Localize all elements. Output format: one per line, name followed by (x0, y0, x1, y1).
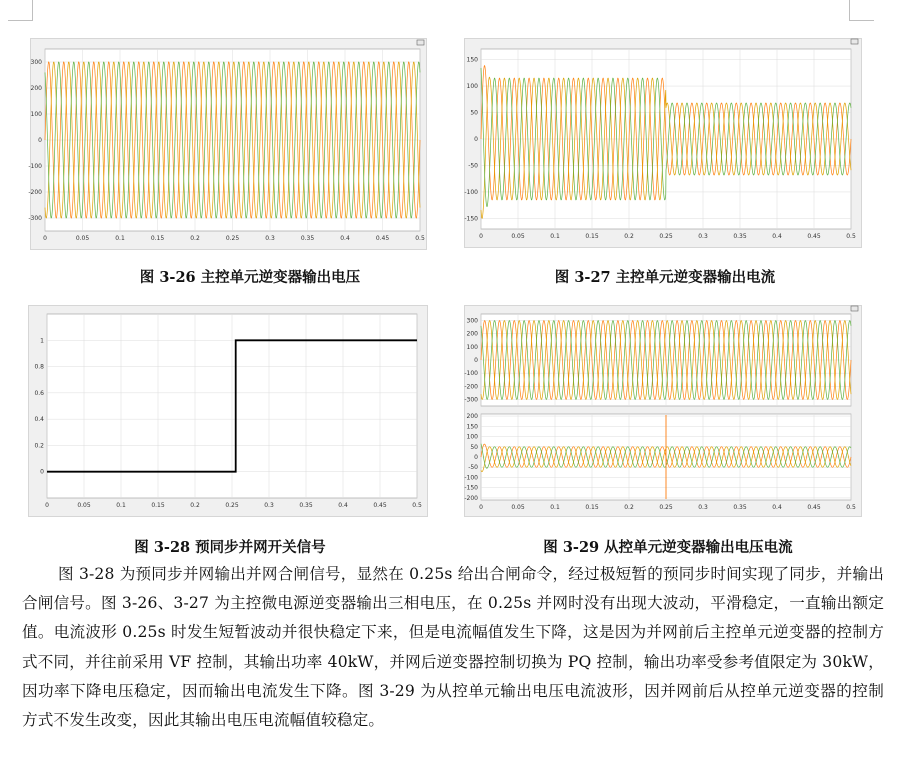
y-tick-label: 100 (466, 343, 478, 351)
x-tick-label: 0.45 (807, 504, 821, 511)
y-tick-label: -200 (28, 189, 42, 196)
y-tick-label: 0 (474, 136, 478, 143)
body-paragraph: 图 3-28 为预同步并网输出并网合闸信号，显然在 0.25s 给出合闸命令，经过极短暂的预同步时间实现了同步，并输出合闸信号。图 3-26、3-27 为主控微电源逆变器输出三相电压，在 0.25s 并网时没有出现大波动，平滑稳定，一直输出额定值。电流波形 0.25s 时发生短暂波动并很快稳定下来，但是电流幅值发生下降，这是因为并网前后主控单元逆变器的控制方式不同，并往前采用 VF 控制，其输出功率 40kW，并网后逆变器控制切换为 PQ 控制，输出功率受参考值限定为 30kW，因功率下降电压稳定，因而输出电流发生下降。图 3-29 为从控单元输出电压电流波形，因并网前后从控单元逆变器的控制方式不发生改变，因此其输出电压电流幅值较稳定。 (22, 565, 884, 730)
x-tick-label: 0.5 (415, 235, 425, 242)
x-tick-label: 0.15 (585, 504, 599, 511)
x-tick-label: 0.25 (659, 233, 673, 240)
restore-icon (851, 39, 858, 44)
x-tick-label: 0.2 (624, 504, 634, 511)
x-tick-label: 0.05 (511, 504, 525, 511)
x-tick-label: 0.4 (772, 233, 782, 240)
x-tick-label: 0.2 (190, 235, 200, 242)
x-tick-label: 0.35 (733, 504, 747, 511)
y-tick-label: 0 (38, 137, 42, 144)
y-tick-label: -50 (468, 162, 478, 170)
figure-3-27-plot (464, 38, 862, 248)
y-tick-label: -300 (28, 215, 42, 222)
x-tick-label: 0.5 (412, 502, 422, 509)
y-tick-label: 100 (466, 83, 478, 91)
y-tick-label: 1 (40, 337, 44, 345)
y-tick-label: 50 (470, 109, 478, 117)
x-tick-label: 0.35 (299, 502, 313, 509)
figure-3-29-caption: 图 3-29 从控单元逆变器输出电压电流 (543, 539, 793, 556)
y-tick-label: -100 (28, 163, 42, 170)
x-tick-label: 0.05 (511, 233, 525, 240)
x-tick-label: 0.3 (698, 504, 708, 511)
y-tick-label: 300 (30, 59, 42, 66)
y-tick-label: 0.4 (34, 416, 44, 424)
x-tick-label: 0 (45, 502, 49, 509)
x-tick-label: 0.25 (225, 235, 240, 242)
x-tick-label: 0.4 (338, 502, 348, 509)
y-tick-label: 0.8 (34, 363, 44, 371)
x-tick-label: 0 (43, 235, 47, 242)
x-tick-label: 0.15 (585, 233, 599, 240)
x-tick-label: 0.15 (151, 502, 165, 509)
y-tick-label: 300 (466, 317, 478, 325)
figure-3-28-plot (28, 305, 428, 517)
y-tick-label: -200 (464, 494, 478, 502)
page-corner-mark-right (849, 0, 874, 21)
y-tick-label: -100 (464, 370, 478, 378)
x-tick-label: 0.45 (375, 235, 390, 242)
y-tick-label: -100 (464, 188, 478, 196)
figure-3-26-plot (30, 38, 427, 250)
x-tick-label: 0.5 (846, 504, 856, 511)
figure-3-27-svg (465, 39, 861, 247)
y-tick-label: 100 (30, 111, 42, 118)
x-tick-label: 0.3 (264, 502, 274, 509)
figure-3-29-plot (464, 305, 862, 517)
figure-3-26-svg (28, 39, 426, 249)
x-tick-label: 0.2 (190, 502, 200, 509)
x-tick-label: 0.25 (225, 502, 239, 509)
y-tick-label: -200 (464, 383, 478, 391)
figure-3-27-caption: 图 3-27 主控单元逆变器输出电流 (554, 269, 776, 286)
x-tick-label: 0.05 (77, 502, 91, 509)
figure-3-26-caption: 图 3-26 主控单元逆变器输出电压 (139, 269, 361, 286)
x-tick-label: 0.45 (807, 233, 821, 240)
x-tick-label: 0.1 (115, 235, 125, 242)
x-tick-label: 0.45 (373, 502, 387, 509)
y-tick-label: 150 (466, 56, 478, 64)
y-tick-label: 150 (466, 423, 478, 431)
x-tick-label: 0.1 (550, 504, 560, 511)
y-tick-label: -100 (464, 474, 478, 482)
y-tick-label: 0 (474, 454, 478, 461)
y-tick-label: -50 (468, 464, 478, 472)
x-tick-label: 0 (479, 504, 483, 511)
x-tick-label: 0.4 (340, 235, 350, 242)
x-tick-label: 0.25 (659, 504, 673, 511)
x-tick-label: 0.2 (624, 233, 634, 240)
x-tick-label: 0.05 (75, 235, 90, 242)
figure-3-28-svg (29, 306, 427, 516)
x-tick-label: 0.4 (772, 504, 782, 511)
y-tick-label: 200 (466, 330, 478, 338)
y-tick-label: 200 (30, 85, 42, 92)
y-tick-label: 200 (466, 413, 478, 421)
x-tick-label: 0.1 (550, 233, 560, 240)
figure-3-28-caption: 图 3-28 预同步并网开关信号 (134, 539, 326, 556)
y-tick-label: -150 (464, 215, 478, 223)
y-tick-label: 100 (466, 433, 478, 441)
y-tick-label: -300 (464, 396, 478, 404)
y-tick-label: 0 (40, 468, 44, 476)
x-tick-label: 0.3 (265, 235, 275, 242)
x-tick-label: 0.35 (300, 235, 315, 242)
y-tick-label: 0.6 (34, 389, 44, 397)
x-tick-label: 0.3 (698, 233, 708, 240)
y-tick-label: 0 (474, 357, 478, 364)
figure-3-29-svg (465, 306, 861, 516)
y-tick-label: 50 (470, 443, 478, 451)
y-tick-label: -150 (464, 484, 478, 492)
x-tick-label: 0.15 (150, 235, 165, 242)
x-tick-label: 0.5 (846, 233, 856, 240)
restore-icon (417, 40, 424, 45)
x-tick-label: 0 (479, 233, 483, 240)
y-tick-label: 0.2 (34, 442, 44, 450)
x-tick-label: 0.35 (733, 233, 747, 240)
page-corner-mark-left (8, 0, 33, 21)
restore-icon (851, 306, 858, 311)
x-tick-label: 0.1 (116, 502, 126, 509)
